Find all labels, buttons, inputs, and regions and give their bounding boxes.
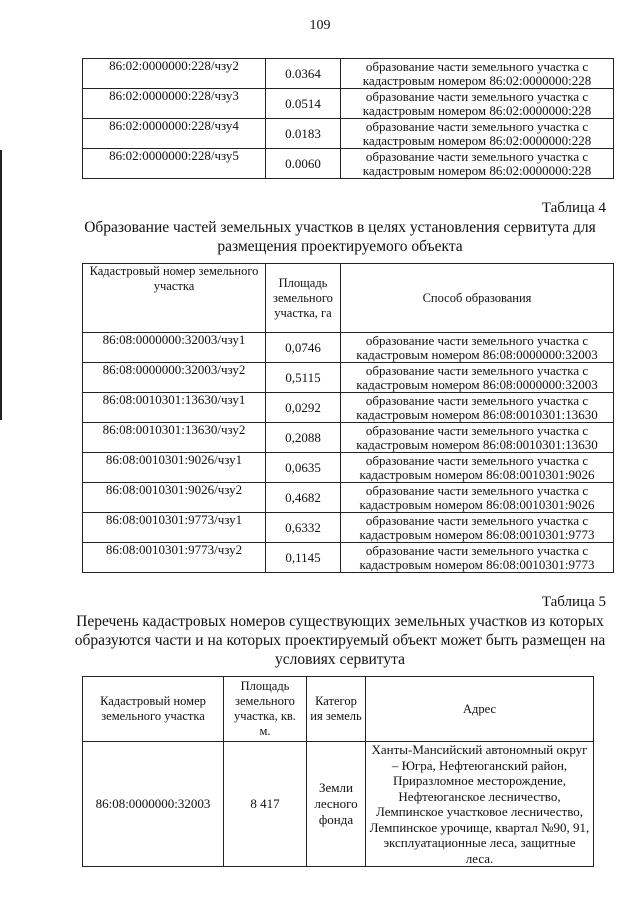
table-3-cell-area: 0.0364 <box>266 59 341 89</box>
table-4-cell-method: образование части земельного участка с кадастровым номером 86:08:0010301:13630 <box>341 393 614 423</box>
table-4-cell-area: 0,1145 <box>266 543 341 573</box>
table-4-cell-number: 86:08:0000000:32003/чзу1 <box>83 333 266 363</box>
table-4-caption: Образование частей земельных участков в целях установления сервитута для размещения проектируемого объекта <box>84 219 596 255</box>
table-4-cell-method: образование части земельного участка с кадастровым номером 86:08:0010301:9773 <box>341 513 614 543</box>
table-4-row <box>83 513 614 543</box>
table-4-cell-area: 0,0292 <box>266 393 341 423</box>
table-4-cell-number: 86:08:0010301:9026/чзу1 <box>83 453 266 483</box>
table-3-cell-method: образование части земельного участка с кадастровым номером 86:02:0000000:228 <box>341 89 614 119</box>
table-3-cell-method: образование части земельного участка с кадастровым номером 86:02:0000000:228 <box>341 59 614 89</box>
table-3-cell-number: 86:02:0000000:228/чзу4 <box>83 119 266 149</box>
table-4 <box>82 263 614 573</box>
table-3-continuation <box>82 58 614 179</box>
table-5-header-address: Адрес <box>366 677 594 742</box>
table-4-header-area: Площадь земельного участка, га <box>266 264 341 333</box>
table-4-row <box>83 423 614 453</box>
table-5-cell-area: 8 417 <box>224 742 307 867</box>
table-5-row <box>83 742 594 867</box>
table-4-cell-number: 86:08:0010301:9773/чзу2 <box>83 543 266 573</box>
table-5-cell-address: Ханты-Мансийский автономный округ – Югра, Нефтеюганский район, Приразломное месторождение, Нефтеюганское лесничество, Лемпинское участковое лесничество, Лемпинское урочище, квартал №90, 91, эксплуатационные леса, защитные леса. <box>366 742 594 867</box>
table-4-cell-method: образование части земельного участка с кадастровым номером 86:08:0010301:9773 <box>341 543 614 573</box>
table-4-cell-area: 0,0635 <box>266 453 341 483</box>
table-3-row <box>83 149 614 179</box>
table-3-cell-method: образование части земельного участка с кадастровым номером 86:02:0000000:228 <box>341 149 614 179</box>
table-3-row <box>83 89 614 119</box>
table-4-cell-method: образование части земельного участка с кадастровым номером 86:08:0010301:13630 <box>341 423 614 453</box>
table-4-row <box>83 393 614 423</box>
table-4-cell-method: образование части земельного участка с кадастровым номером 86:08:0010301:9026 <box>341 483 614 513</box>
table-4-cell-area: 0,6332 <box>266 513 341 543</box>
table-4-row <box>83 333 614 363</box>
table-3-cell-number: 86:02:0000000:228/чзу3 <box>83 89 266 119</box>
table-3-row <box>83 119 614 149</box>
table-4-cell-number: 86:08:0010301:13630/чзу1 <box>83 393 266 423</box>
table-3-row <box>83 59 614 89</box>
table-4-row <box>83 363 614 393</box>
table-5-caption: Перечень кадастровых номеров существующих земельных участков из которых образуются части и на которых проектируемый объект может быть размещен на условиях сервитута <box>74 613 606 668</box>
table-5-header-number: Кадастровый номер земельного участка <box>83 677 224 742</box>
table-4-header-number: Кадастровый номер земельного участка <box>83 264 266 333</box>
table-4-cell-number: 86:08:0010301:9026/чзу2 <box>83 483 266 513</box>
table-4-row <box>83 543 614 573</box>
table-4-cell-number: 86:08:0010301:13630/чзу2 <box>83 423 266 453</box>
table-4-cell-number: 86:08:0010301:9773/чзу1 <box>83 513 266 543</box>
table-4-label: Таблица 4 <box>541 200 606 216</box>
table-4-cell-area: 0,4682 <box>266 483 341 513</box>
table-4-cell-number: 86:08:0000000:32003/чзу2 <box>83 363 266 393</box>
table-5-cell-category: Земли лесного фонда <box>307 742 366 867</box>
table-4-cell-area: 0,2088 <box>266 423 341 453</box>
table-4-row <box>83 483 614 513</box>
table-4-header-method: Способ образования <box>341 264 614 333</box>
table-4-cell-method: образование части земельного участка с кадастровым номером 86:08:0010301:9026 <box>341 453 614 483</box>
table-4-cell-area: 0,0746 <box>266 333 341 363</box>
table-4-cell-area: 0,5115 <box>266 363 341 393</box>
table-3-cell-number: 86:02:0000000:228/чзу2 <box>83 59 266 89</box>
table-3-cell-number: 86:02:0000000:228/чзу5 <box>83 149 266 179</box>
table-3-cell-area: 0.0060 <box>266 149 341 179</box>
table-5-header-area: Площадь земельного участка, кв. м. <box>224 677 307 742</box>
table-4-cell-method: образование части земельного участка с кадастровым номером 86:08:0000000:32003 <box>341 363 614 393</box>
table-5 <box>82 676 594 867</box>
table-3-cell-area: 0.0514 <box>266 89 341 119</box>
table-3-cell-method: образование части земельного участка с кадастровым номером 86:02:0000000:228 <box>341 119 614 149</box>
table-4-row <box>83 453 614 483</box>
table-5-label: Таблица 5 <box>541 594 606 610</box>
scan-edge-mark <box>0 150 2 420</box>
table-4-cell-method: образование части земельного участка с кадастровым номером 86:08:0000000:32003 <box>341 333 614 363</box>
table-3-cell-area: 0.0183 <box>266 119 341 149</box>
page-number: 109 <box>309 18 331 33</box>
table-5-cell-number: 86:08:0000000:32003 <box>83 742 224 867</box>
table-5-header-category: Категор ия земель <box>307 677 366 742</box>
